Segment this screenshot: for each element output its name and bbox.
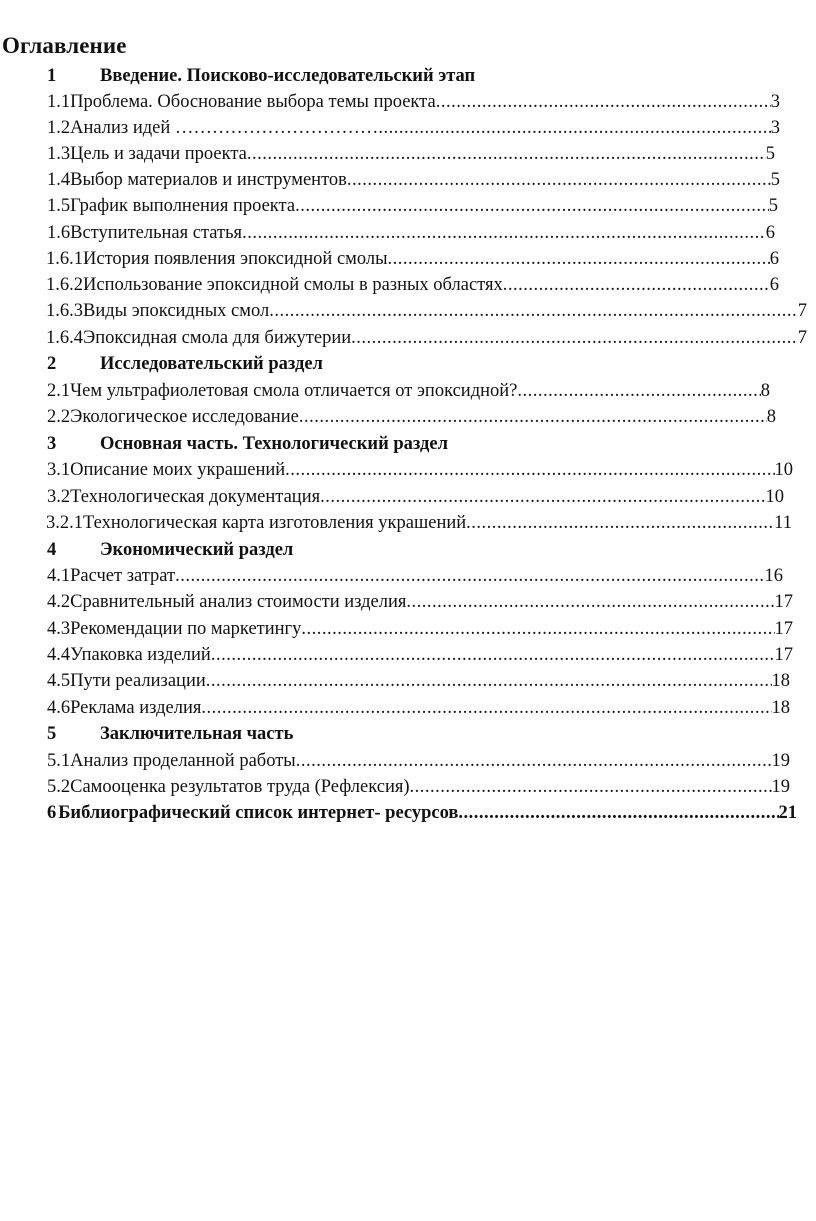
toc-entry-number: 1.6 — [47, 223, 71, 243]
toc-entry-page-number: 17 — [774, 645, 793, 665]
toc-entry-title: Реклама изделия — [70, 698, 202, 718]
toc-entry-title: Самооценка результатов труда (Рефлексия) — [70, 777, 410, 797]
toc-entry-title: Виды эпоксидных смол — [83, 301, 270, 321]
toc-entry-title: Пути реализации — [70, 671, 206, 691]
toc-entry-title: Технологическая документация — [70, 487, 321, 507]
toc-entry-page-number: 16 — [764, 566, 783, 586]
toc-entry-page-number: 8 — [766, 407, 776, 427]
toc-entry-number: 3.2 — [47, 487, 71, 507]
toc-entry-number: 2.1 — [47, 381, 71, 401]
toc-entry-title: Анализ идей …………………………… — [70, 118, 379, 138]
toc-entry-title: Чем ультрафиолетовая смола отличается от эпоксидной? — [70, 381, 518, 401]
toc-entry-title: Экономический раздел — [100, 540, 294, 560]
toc-entry-number: 1.6.1 — [46, 249, 83, 269]
toc-entry-title: График выполнения проекта — [70, 196, 296, 216]
toc-entry-page-number: 19 — [771, 751, 790, 771]
toc-entry-page-number: 11 — [774, 513, 792, 533]
toc-entry-number: 3.1 — [47, 460, 71, 480]
dot-leader — [347, 167, 771, 193]
toc-entry-number: 3 — [47, 434, 57, 454]
toc-entry-title: Технологическая карта изготовления украшений — [83, 513, 467, 533]
toc-entry-number: 5 — [47, 724, 57, 744]
toc-entry-title: Расчет затрат — [70, 566, 176, 586]
toc-entry — [47, 695, 790, 721]
toc-entry-page-number: 8 — [760, 381, 770, 401]
dot-leader — [378, 115, 770, 141]
dot-leader — [320, 484, 765, 510]
dot-leader — [388, 246, 770, 272]
toc-entry — [46, 510, 792, 536]
dot-leader — [466, 510, 774, 536]
dot-leader — [269, 298, 798, 324]
toc-entry — [47, 63, 475, 89]
toc-entry — [47, 642, 793, 668]
dot-leader — [247, 141, 766, 167]
dot-leader — [211, 642, 775, 668]
toc-entry-title: Исследовательский раздел — [100, 354, 323, 374]
dot-leader — [406, 589, 774, 615]
toc-entry-number: 2.2 — [47, 407, 71, 427]
toc-entry — [47, 457, 793, 483]
toc-entry — [47, 800, 797, 826]
toc-entry-number: 1.6.4 — [46, 328, 83, 348]
dot-leader — [301, 616, 774, 642]
toc-entry-page-number: 3 — [770, 118, 780, 138]
toc-entry-number: 1.4 — [47, 170, 71, 190]
toc-entry-title: Анализ проделанной работы — [70, 751, 296, 771]
toc-entry-title: Заключительная часть — [100, 724, 294, 744]
toc-entry-page-number: 18 — [771, 671, 790, 691]
dot-leader — [351, 325, 798, 351]
toc-entry-title: Описание моих украшений — [70, 460, 286, 480]
toc-entry — [47, 89, 780, 115]
toc-entry — [47, 668, 790, 694]
toc-entry-title: Выбор материалов и инструментов — [70, 170, 347, 190]
toc-entry-number: 4 — [47, 540, 57, 560]
toc-entry — [47, 431, 448, 457]
toc-entry — [47, 774, 790, 800]
toc-entry-page-number: 18 — [771, 698, 790, 718]
toc-entry — [47, 563, 783, 589]
toc-entry — [47, 404, 776, 430]
toc-entry-number: 4.5 — [47, 671, 71, 691]
toc-entry-number: 2 — [47, 354, 57, 374]
toc-entry — [47, 115, 780, 141]
toc-entry — [46, 325, 807, 351]
toc-entry — [47, 141, 775, 167]
toc-entry-page-number: 5 — [770, 170, 780, 190]
toc-entry-page-number: 10 — [774, 460, 793, 480]
toc-entry-number: 4.2 — [47, 592, 71, 612]
dot-leader — [285, 457, 774, 483]
dot-leader — [458, 800, 778, 826]
toc-entry-title: Вступительная статья — [70, 223, 243, 243]
dot-leader — [503, 272, 770, 298]
toc-entry — [47, 589, 793, 615]
toc-entry-number: 4.6 — [47, 698, 71, 718]
toc-entry-page-number: 6 — [765, 223, 775, 243]
dot-leader — [436, 89, 771, 115]
toc-entry-number: 5.2 — [47, 777, 71, 797]
toc-entry — [47, 721, 293, 747]
toc-entry — [46, 246, 779, 272]
dot-leader — [517, 378, 760, 404]
toc-entry — [47, 351, 323, 377]
toc-entry-number: 1.5 — [47, 196, 71, 216]
dot-leader — [242, 220, 766, 246]
toc-entry-number: 1.1 — [47, 92, 71, 112]
toc-entry — [47, 220, 775, 246]
toc-entry-title: Основная часть. Технологический раздел — [100, 434, 448, 454]
toc-entry-title: Использование эпоксидной смолы в разных областях — [83, 275, 503, 295]
toc-entry — [47, 484, 784, 510]
dot-leader — [206, 668, 772, 694]
toc-entry — [47, 167, 780, 193]
toc-entry-page-number: 17 — [774, 619, 793, 639]
toc-entry-number: 4.1 — [47, 566, 71, 586]
toc-entry-title: Проблема. Обоснование выбора темы проекта — [70, 92, 436, 112]
toc-entry-number: 1.3 — [47, 144, 71, 164]
toc-entry-number: 6 — [47, 803, 57, 823]
toc-entry-number: 5.1 — [47, 751, 71, 771]
toc-entry-number: 4.3 — [47, 619, 71, 639]
toc-entry-page-number: 6 — [769, 275, 779, 295]
toc-entry — [47, 537, 293, 563]
toc-entry-title: Библиографический список интернет- ресурсов — [58, 803, 459, 823]
toc-entry — [46, 272, 779, 298]
dot-leader — [175, 563, 764, 589]
toc-entry — [47, 616, 793, 642]
toc-entry-page-number: 19 — [771, 777, 790, 797]
toc-entry-page-number: 10 — [765, 487, 784, 507]
toc-entry-title: История появления эпоксидной смолы — [83, 249, 388, 269]
toc-entry-number: 3.2.1 — [46, 513, 83, 533]
toc-entry-page-number: 5 — [765, 144, 775, 164]
toc-entry — [46, 298, 807, 324]
toc-entry-page-number: 3 — [770, 92, 780, 112]
toc-entry — [47, 193, 778, 219]
toc-entry-number: 1.2 — [47, 118, 71, 138]
toc-entry — [47, 748, 790, 774]
dot-leader — [296, 748, 772, 774]
toc-entry-page-number: 21 — [778, 803, 797, 823]
toc-entry-number: 1.6.3 — [46, 301, 83, 321]
toc-entry-title: Сравнительный анализ стоимости изделия — [70, 592, 407, 612]
toc-entry-page-number: 6 — [769, 249, 779, 269]
toc-entry — [47, 378, 770, 404]
toc-entry-title: Упаковка изделий — [70, 645, 211, 665]
toc-entry-page-number: 17 — [774, 592, 793, 612]
dot-leader — [299, 404, 767, 430]
toc-entry-number: 1.6.2 — [46, 275, 83, 295]
dot-leader — [410, 774, 772, 800]
toc-entry-page-number: 7 — [797, 301, 807, 321]
page-title: Оглавление — [2, 33, 127, 58]
toc-entry-number: 4.4 — [47, 645, 71, 665]
toc-entry-title: Цель и задачи проекта — [70, 144, 247, 164]
toc-entry-title: Введение. Поисково-исследовательский этап — [100, 66, 476, 86]
toc-entry-title: Рекомендации по маркетингу — [70, 619, 302, 639]
toc-entry-number: 1 — [47, 66, 57, 86]
toc-entry-title: Экологическое исследование — [70, 407, 299, 427]
dot-leader — [201, 695, 771, 721]
dot-leader — [295, 193, 769, 219]
toc-entry-page-number: 7 — [797, 328, 807, 348]
toc-entry-page-number: 5 — [768, 196, 778, 216]
toc-entry-title: Эпоксидная смола для бижутерии — [83, 328, 352, 348]
